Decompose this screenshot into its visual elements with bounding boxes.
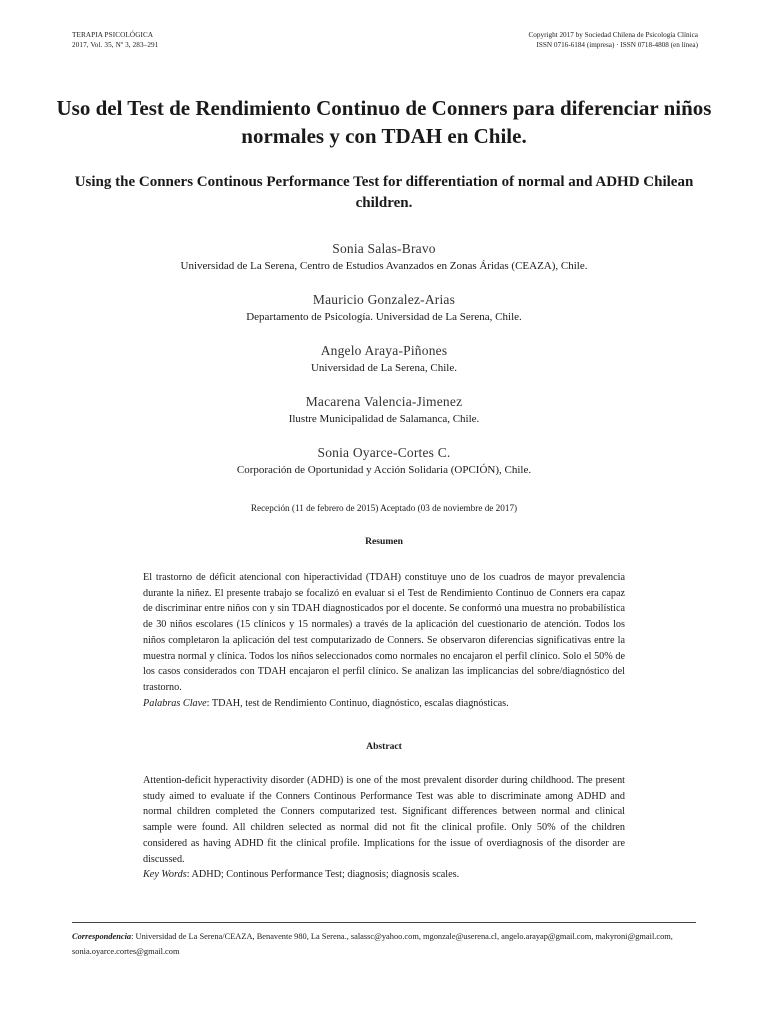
correspondence-note <box>72 929 698 959</box>
author-block <box>0 240 768 291</box>
author-affiliation: Universidad de La Serena, Chile. <box>310 362 457 374</box>
abstract-keywords <box>143 867 625 883</box>
correspondence-label: Correspondencia <box>72 932 132 941</box>
paper-title: Uso del Test de Rendimiento Continuo de Conners para diferenciar niños normales y con TDAH en Chile. <box>56 96 712 148</box>
abstract-section <box>143 773 625 883</box>
keywords-text: : ADHD; Continous Performance Test; diagnosis; diagnosis scales. <box>186 869 460 881</box>
author-block <box>0 393 768 444</box>
author-name: Sonia Salas-Bravo <box>332 241 436 256</box>
resumen-heading: Resumen <box>365 536 403 547</box>
keywords-label: Palabras Clave <box>143 697 207 709</box>
journal-header <box>72 30 158 50</box>
author-name: Macarena Valencia-Jimenez <box>305 394 463 409</box>
issn-line: ISSN 0716-6184 (impresa) · ISSN 0718-4808 (en línea) <box>536 41 698 49</box>
author-block <box>0 444 768 495</box>
author-list <box>0 240 768 495</box>
abstract-heading: Abstract <box>366 741 402 752</box>
paper-subtitle: Using the Conners Continous Performance Test for differentiation of normal and ADHD Chilean children. <box>74 174 694 211</box>
resumen-keywords <box>143 696 625 712</box>
author-affiliation: Departamento de Psicología. Universidad de La Serena, Chile. <box>246 311 522 323</box>
resumen-section <box>143 570 625 711</box>
author-block <box>0 342 768 393</box>
submission-dates: Recepción (11 de febrero de 2015) Aceptado (03 de noviembre de 2017) <box>250 503 518 513</box>
keywords-text: : TDAH, test de Rendimiento Continuo, diagnóstico, escalas diagnósticas. <box>206 697 509 709</box>
author-affiliation: Corporación de Oportunidad y Acción Solidaria (OPCIÓN), Chile. <box>236 464 532 476</box>
abstract-body: Attention-deficit hyperactivity disorder (ADHD) is one of the most prevalent disorder during childhood. The present study aimed to evaluate if the Conners Continous Performance Test was able to discriminate among ADHD and normal children completed the Conners computarized test. Significant differences between normal and clinical sample were found. All children selected as normal did not fit the clinical profile. Only 50% of the children considered as having ADHD fit the clinical profile. Implications for the issue of overdiagnosis of the disorder are discussed. <box>143 775 625 865</box>
author-name: Mauricio Gonzalez-Arias <box>312 292 456 307</box>
author-block <box>0 291 768 342</box>
footnote-divider <box>72 922 696 923</box>
journal-name: TERAPIA PSICOLÓGICA <box>72 31 154 39</box>
keywords-label: Key Words <box>143 869 187 881</box>
copyright-header <box>529 30 698 50</box>
author-affiliation: Universidad de La Serena, Centro de Estudios Avanzados en Zonas Áridas (CEAZA), Chile. <box>180 260 588 272</box>
correspondence-text: : Universidad de La Serena/CEAZA, Benavente 980, La Serena., salassc@yahoo.com, mgonzale@userena.cl, angelo.arayap@gmail.com, makyroni@gmail.com, sonia.oyarce.cortes@gmail.com <box>72 932 673 956</box>
copyright-line: Copyright 2017 by Sociedad Chilena de Psicología Clínica <box>528 31 698 39</box>
author-name: Angelo Araya-Piñones <box>320 343 448 358</box>
author-name: Sonia Oyarce-Cortes C. <box>317 445 451 460</box>
resumen-body: El trastorno de déficit atencional con hiperactividad (TDAH) constituye uno de los cuadros de mayor prevalencia durante la niñez. El presente trabajo se focalizó en evaluar si el Test de Rendimiento Continuo de Conners era capaz de discriminar entre niños con y sin TDAH diagnosticados por el docente. Se conformó una muestra no probabilística de 30 niños escolares (15 clínicos y 15 normales) a través de la aplicación del cuestionario de atención. Todos los niños completaron la aplicación del test computarizado de Conners. Se observaron diferencias significativas entre la muestra normal y clínica. Todos los niños seleccionados como normales no encajaron el perfil clínico. Solo el 50% de los casos considerados con TDAH encajaron el perfil clínico. Se analizan las implicancias del sobre/diagnóstico del trastorno. <box>143 572 625 693</box>
journal-volume: 2017, Vol. 35, Nº 3, 283–291 <box>72 41 159 49</box>
author-affiliation: Ilustre Municipalidad de Salamanca, Chile. <box>288 413 480 425</box>
